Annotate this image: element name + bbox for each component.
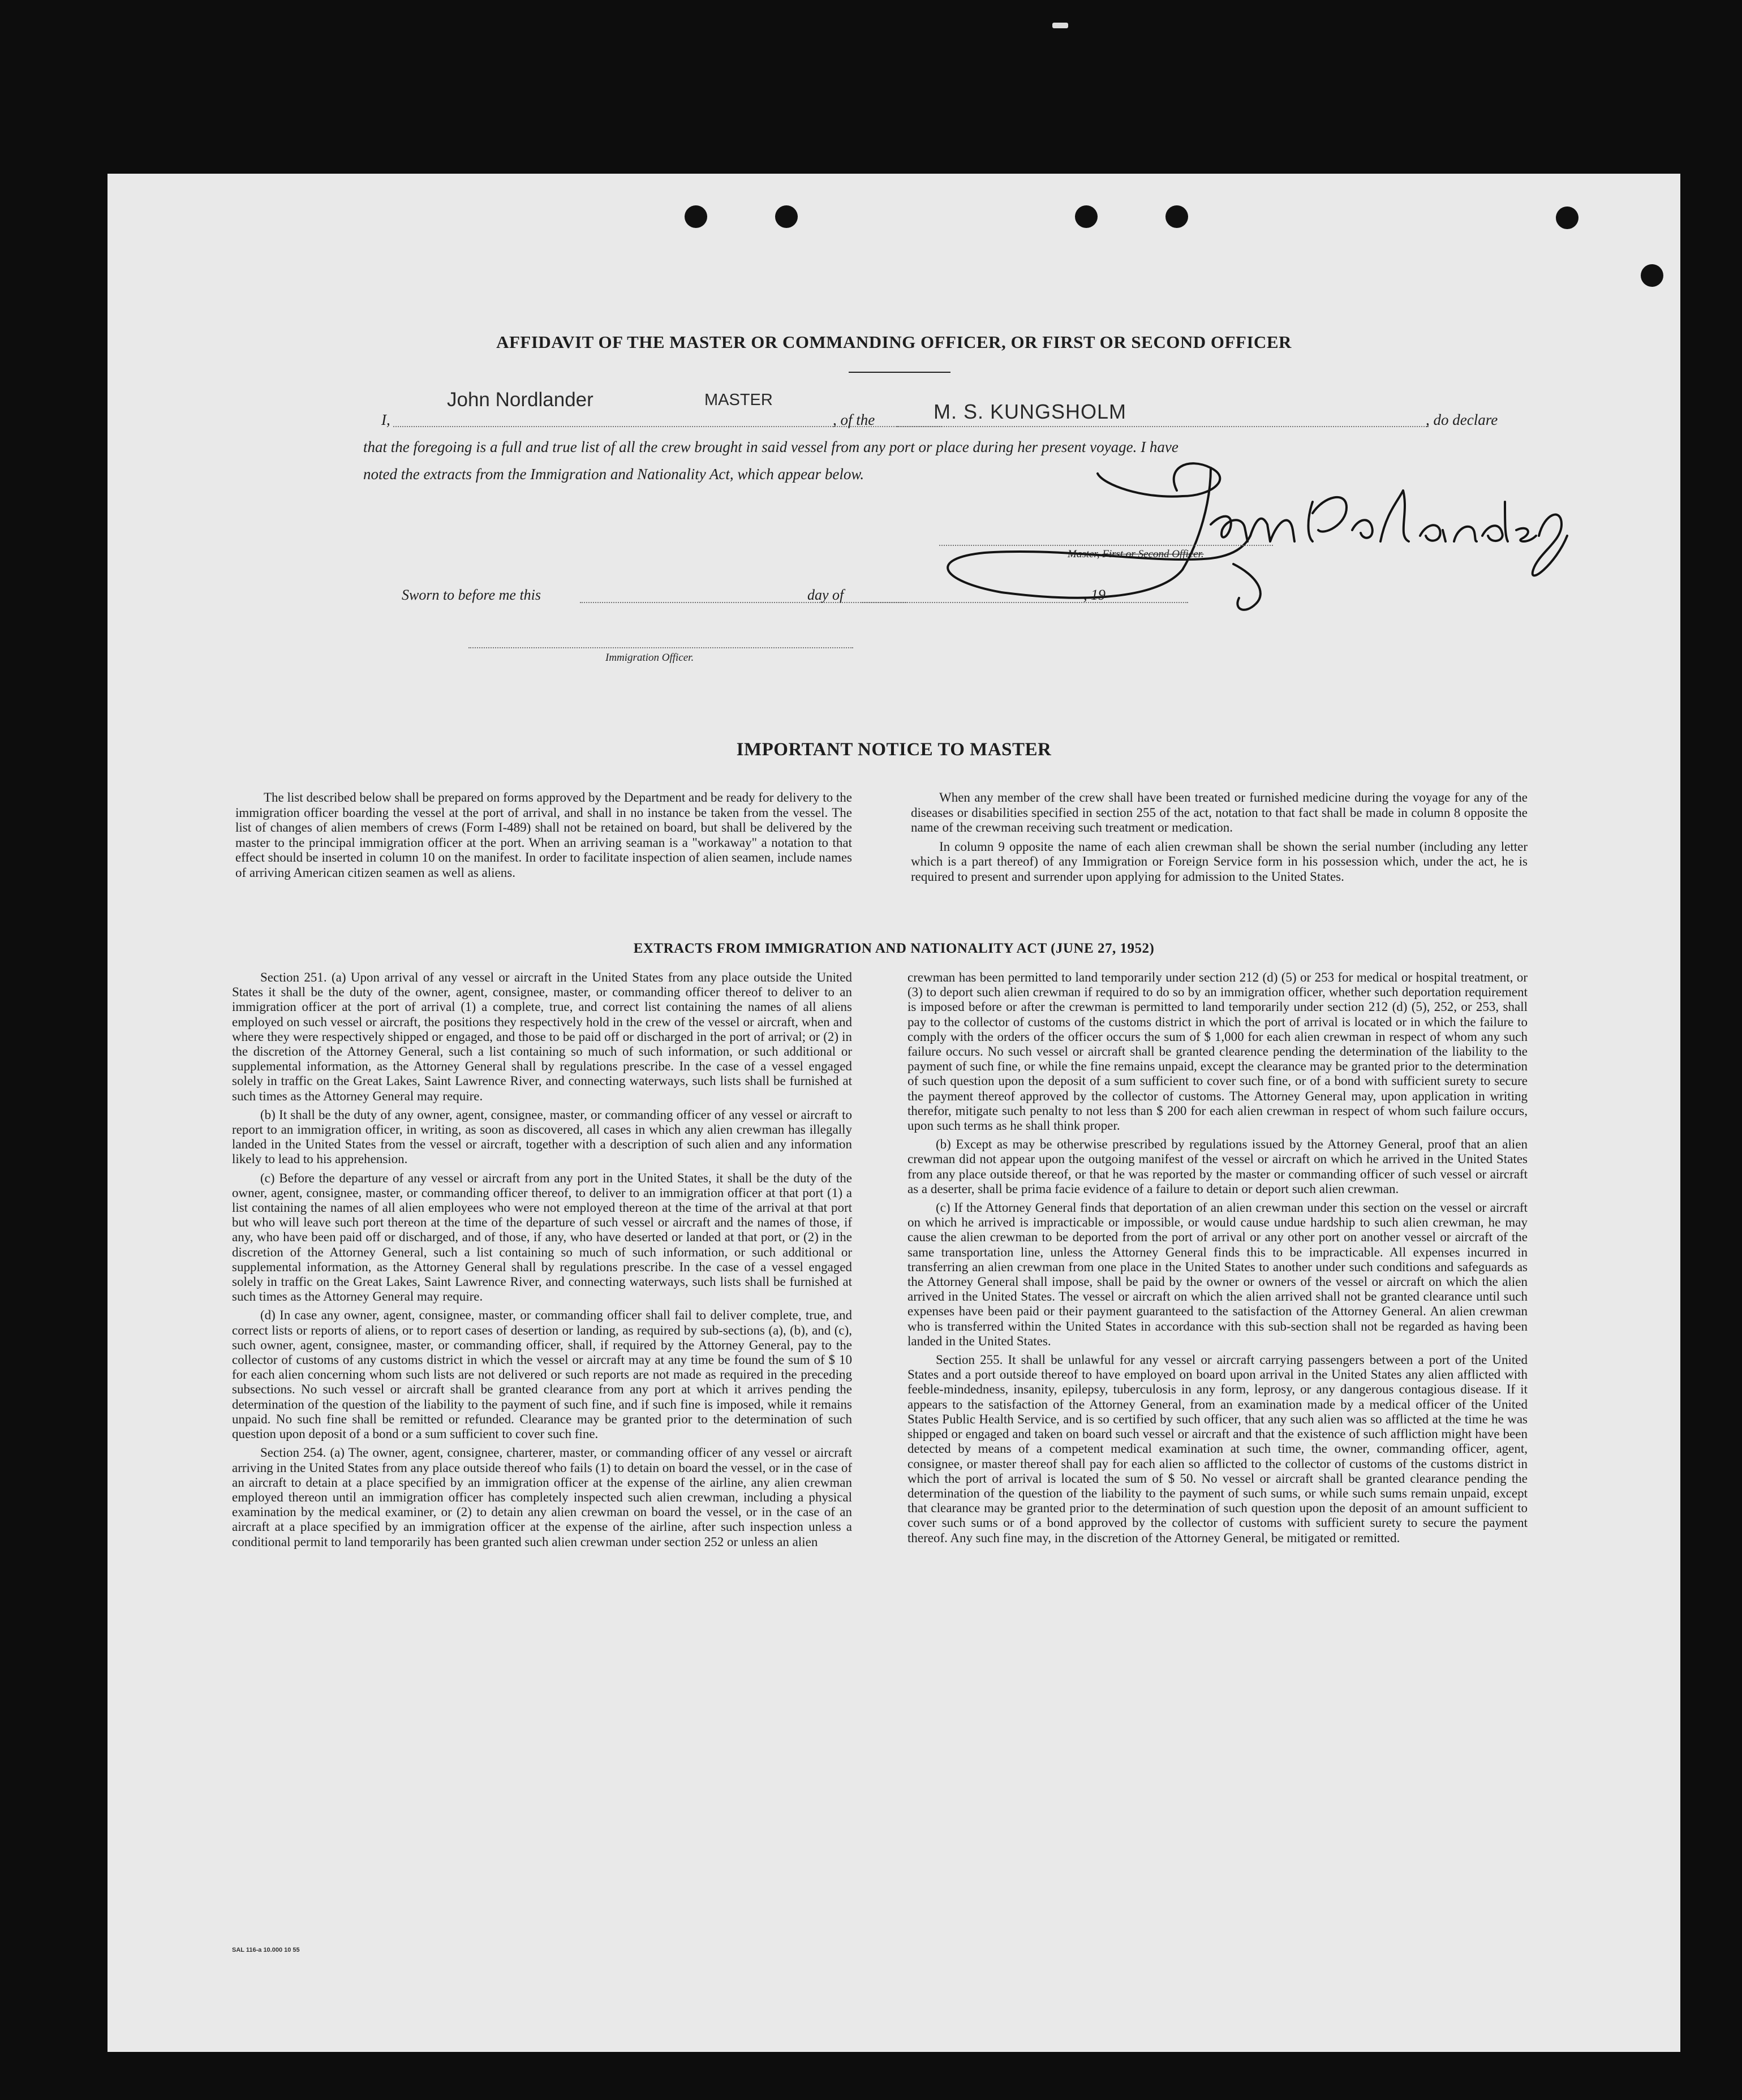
title-rule [849,372,950,373]
officer-line [468,647,853,648]
notice-paragraph: In column 9 opposite the name of each alien crewman shall be shown the serial number (including any letter which is a part thereof) of any Immigration or Foreign Service form in his possession which, under the act, he is required to present and surrender upon applying for admission to the United States. [911,839,1528,884]
punch-hole [775,205,798,228]
affidavit-title: AFFIDAVIT OF THE MASTER OR COMMANDING OFFICER, OR FIRST OR SECOND OFFICER [496,332,1292,352]
punch-hole [1075,205,1098,228]
form-footer: SAL 116-a 10.000 10 55 [232,1947,300,1953]
notice-paragraph: The list described below shall be prepared on forms approved by the Department and be ready for delivery to the immigration officer boarding the vessel at the port of arrival, and shall in no instance be taken from the vessel. The list of changes of alien members of crews (Form I-489) shall not be retained on board, but shall be delivered by the master to the principal immigration officer at the port. When an arriving seaman is a "workaway" a notation to that effect should be inserted in column 10 on the manifest. In order to facilitate inspection of alien seamen, include names of arriving American citizen seamen as well as aliens. [235,790,852,880]
officer-caption: Immigration Officer. [605,652,694,664]
master-signature [917,451,1618,621]
rank: MASTER [704,391,773,409]
scan-artifact [1052,23,1068,28]
extracts-title: EXTRACTS FROM IMMIGRATION AND NATIONALITY ACT (JUNE 27, 1952) [633,941,1155,956]
do-declare-label: , do declare [1426,411,1498,428]
signature-line [939,545,1273,546]
notice-left-column [235,790,852,884]
day-of-label: day of [807,587,844,603]
punch-hole [1165,205,1188,228]
caption-master: Master, [1068,548,1100,560]
signature-caption [1068,548,1204,561]
vessel-line [897,426,1429,427]
extracts-right-column [907,970,1528,1550]
notice-right-column [911,790,1528,888]
section-paragraph: (c) Before the departure of any vessel or aircraft from any port in the United States, it shall be the duty of the owner, agent, consignee, master, or commanding officer thereof, to deliver to an immigration officer at that port (1) a list containing the names of all alien employees who were not employed thereon at the time of the arrival at that port but who will leave such port thereon at the time of the departure of such vessel or aircraft and the names of those, if any, who have been paid off or discharged, and of those, if any, who have deserted or landed at that port, or (2) in the discretion of the Attorney General, such a list containing so much of such information, or such additional or supplemental information, as the Attorney General shall by regulations prescribe. In the case of a vessel engaged solely in traffic on the Great Lakes, Saint Lawrence River, and connecting waterways, such lists shall be furnished at such times as the Attorney General may require. [232,1171,852,1304]
year-line [1117,602,1180,603]
section-paragraph: Section 255. It shall be unlawful for any vessel or aircraft carrying passengers between a port of the United States and a port outside thereof to have employed on board upon arrival in the United States any alien afflicted with feeble-mindedness, insanity, epilepsy, tuberculosis in any form, leprosy, or any dangerous contagious disease. If it appears to the satisfaction of the Attorney General, from an examination made by a medical officer of the United States Public Health Service, and is so certified by such officer, that any such alien was so afflicted at the time he was shipped or engaged and taken on board such vessel or aircraft and that the existence of such affliction might have been detected by means of a competent medical examination at such time, the owner, commanding officer, agent, consignee, or master thereof shall pay for each alien so afflicted to the collector of customs of the customs district in which the port of arrival is located the sum of $ 50. No vessel or aircraft shall be granted clearance pending the determination of the question of the liability to the payment of such sums, or while such sums remain unpaid, except that clearance may be granted prior to the determination of such question upon the deposit of an amount sufficient to cover such sums or of a bond approved by the collector of customs with sufficient surety to secure the payment thereof. Any such fine may, in the discretion of the Attorney General, be mitigated or remitted. [907,1353,1528,1545]
affidavit-page [107,174,1680,2052]
section-paragraph: (d) In case any owner, agent, consignee, master, or commanding officer shall fail to deliver complete, true, and correct lists or reports of aliens, or to report cases of desertion or landing, as required by sub-sections (a), (b), and (c), such owner, agent, consignee, master, or commanding officer, shall, if required by the Attorney General, pay to the collector of customs of any customs district in which the vessel or aircraft may at any time be found the sum of $ 10 for each alien concerning whom such lists are not delivered or such reports are not made as required in the preceding subsections. No such vessel or aircraft shall be granted clearance from any port at which it arrives pending the determination of the question of the liability to the payment of such fine, and if such fine is imposed, while it remains unpaid. No such fine shall be remitted or refunded. Clearance may be granted prior to the determination of such question upon deposit of a bond or a sum sufficient to cover such fine. [232,1308,852,1441]
declaration-line-2: noted the extracts from the Immigration and Nationality Act, which appear below. [363,466,864,483]
caption-struck-officer: First or Second Officer. [1102,548,1204,560]
extracts-left-column [232,970,852,1554]
year-label: , 19 [1083,587,1106,603]
punch-hole [685,205,707,228]
section-paragraph: Section 254. (a) The owner, agent, consignee, charterer, master, or commanding officer of any vessel or aircraft arriving in the United States from any place outside thereof who fails (1) to detain on board the vessel, or in the case of an aircraft to detain at a place specified by an immigration officer at the expense of the airline, any alien crewman employed thereon until an immigration officer has completely inspected such alien crewman, including a physical examination by the medical examiner, or (2) to detain any alien crewman on board the vessel, or in the case of an aircraft at a place specified by an immigration officer at the expense of the airline, after such inspection unless a conditional permit to land temporarily has been granted such alien crewman under section 252 or unless an alien [232,1445,853,1549]
master-name: John Nordlander [447,389,593,411]
sworn-day-line [580,602,908,603]
section-paragraph: Section 251. (a) Upon arrival of any vessel or aircraft in the United States from any place outside the United States it shall be the duty of the owner, agent, consignee, master, or commanding officer thereof to deliver to an immigration officer at the port of arrival (1) a complete, true, and correct list containing the names of all aliens employed on such vessel or aircraft, the positions they respectively hold in the crew of the vessel or aircraft, when and where they were respectively shipped or engaged, and those to be paid off or discharged in the port of arrival; or (2) in the discretion of the Attorney General, such a list containing so much of such information, or such additional or supplemental information, as the Attorney General shall by regulations prescribe. In the case of a vessel engaged solely in traffic on the Great Lakes, Saint Lawrence River, and connecting waterways, such lists shall be furnished at such times as the Attorney General may require. [232,970,852,1103]
section-paragraph: (b) It shall be the duty of any owner, agent, consignee, master, or commanding officer of any vessel or aircraft to report to an immigration officer, in writing, as soon as discovered, all cases in which any alien crewman has illegally landed in the United States from the vessel or aircraft, together with a description of such alien and any information likely to lead to his apprehension. [232,1107,852,1167]
section-paragraph: (c) If the Attorney General finds that deportation of an alien crewman under this section on the vessel or aircraft on which he arrived is impracticable or impossible, or would cause undue hardship to such alien crewman, he may cause the alien crewman to be deported from the port of arrival or any other port on another vessel or aircraft of the same transportation line, unless the Attorney General finds this to be impracticable. All expenses incurred in transferring an alien crewman from one place in the United States to another under such conditions and safeguards as the Attorney General shall impose, shall be paid by the owner or owners of the vessel or aircraft on which the alien arrived in the United States. The vessel or aircraft on which the alien arrived shall not be granted clearance until such expenses have been paid or their payment guaranteed to the satisfaction of the Attorney General. An alien crewman who is transferred within the United States in accordance with this sub-section shall not be regarded as having been landed in the United States. [907,1200,1528,1348]
notice-title: IMPORTANT NOTICE TO MASTER [736,739,1052,760]
section-paragraph: (b) Except as may be otherwise prescribed by regulations issued by the Attorney General, proof that an alien crewman did not appear upon the outgoing manifest of the vessel or aircraft on which he arrived in the United States from any place outside thereof, or that he was reported by the master or commanding officer of such vessel or aircraft as a deserter, shall be prima facie evidence of a failure to detain or deport such alien crewman. [907,1137,1528,1196]
section-paragraph: crewman has been permitted to land temporarily under section 212 (d) (5) or 253 for medical or hospital treatment, or (3) to deport such alien crewman if required to do so by an immigration officer, whether such deportation requirement is imposed before or after the crewman is permitted to land temporarily under section 212 (d) (5), 252, or 253, shall pay to the collector of customs of the customs district in which the port of arrival is located or in which the failure to comply with the orders of the officer occurs the sum of $ 1,000 for each alien crewman in respect of whom any such failure occurs. No such vessel or aircraft shall be granted clearence pending the determination of the liability to the payment of such fine, or while the fine remains unpaid, except the clearance may be granted prior to the determination of such question upon the deposit of a sum sufficient to cover such fine, or of a bond with sufficient surety to secure the payment thereof approved by the collector of customs. The Attorney General may, upon application in writing therefor, mitigate such penalty to not less than $ 200 for each alien crewman in respect of whom such failure occurs, upon such terms as he shall think proper. [907,970,1528,1133]
of-the-label: , of the [833,411,875,428]
vessel-name: M. S. KUNGSHOLM [934,400,1127,423]
notice-paragraph: When any member of the crew shall have been treated or furnished medicine during the voyage for any of the diseases or disabilities specified in section 255 of the act, notation to that fact shall be made in column 8 opposite the name of the crewman receiving such treatment or medication. [911,790,1528,834]
sworn-label: Sworn to before me this [402,587,541,603]
punch-hole [1556,206,1578,229]
declaration-line-1: that the foregoing is a full and true list of all the crew brought in said vessel from any port or place during her present voyage. I have [363,438,1178,455]
i-label: I, [381,411,390,428]
punch-hole [1641,264,1663,287]
